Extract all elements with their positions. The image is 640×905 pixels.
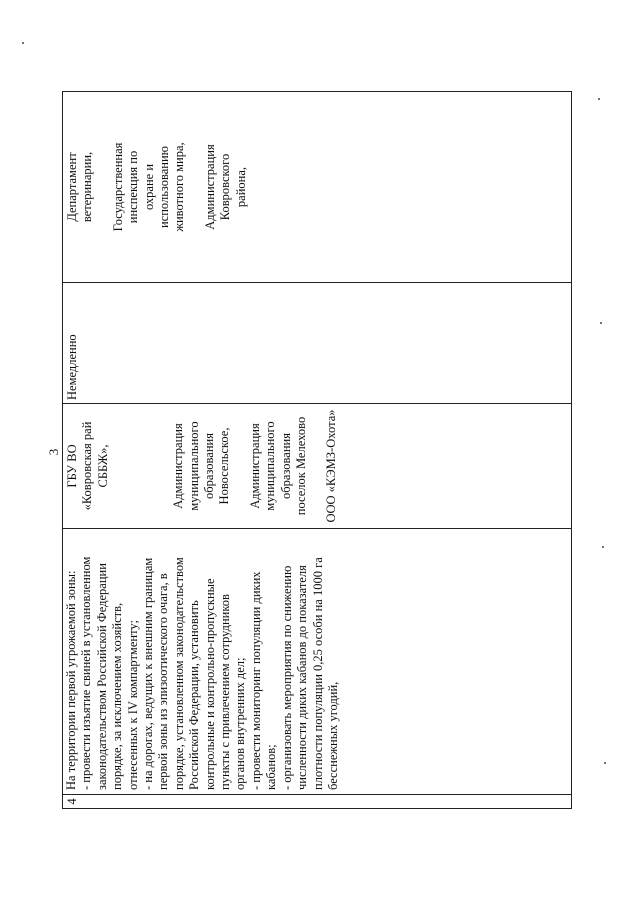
measure-line: порядке, за исключением хозяйств, [110,602,125,790]
responsible-cell [63,404,572,529]
responsible-line: образования [202,433,217,499]
scan-speck [602,546,604,548]
executor-line: ветеринарии, [80,151,95,223]
responsible-line: поселок Мелехово [294,416,309,516]
executor-line: Государственная [110,142,125,232]
measure-line: кабанов; [264,744,279,790]
measure-line: порядке, установленном законодательством [171,557,186,790]
measure-line: - провести мониторинг популяции диких [248,571,263,790]
scan-speck [598,98,600,100]
executor-line: охране и [141,163,156,211]
executor-line: использованию [157,145,172,229]
executors-list [63,92,249,282]
measures-table [62,91,572,809]
responsible-line: ООО «КЭМЗ-Охота» [324,409,339,523]
measure-line: органов внутренних дел; [233,657,248,790]
measure-line: законодательством Российской Федерации [94,563,109,790]
responsible-line: Новосельское, [217,427,232,505]
scan-speck [22,42,24,44]
measure-line: плотности популяции 0,25 особи на 1000 га [310,557,325,790]
measure-line: отнесенных к IV компартменту; [125,620,140,790]
measures-text [63,529,341,794]
measure-line: бесснежных угодий, [325,681,340,790]
executor-line: района, [233,166,248,208]
executor-line: животного мира, [172,142,187,232]
executor-line: Департамент [65,152,79,222]
measure-line: На территории первой угрожаемой зоны: [64,570,78,790]
measure-line: - провести изъятие свиней в установленном [79,556,94,790]
responsible-line: Администрация [247,423,262,509]
executor-line: Администрация [202,144,217,230]
page-number: 3 [46,448,61,456]
responsible-list [63,404,340,528]
scan-speck [604,762,606,764]
measure-line: контрольные и контрольно-пропускные [202,578,217,790]
responsible-line: Администрация [171,423,186,509]
measure-line: - на дорогах, ведущих к внешним границам [141,557,156,790]
responsible-line: ГБУ ВО [65,444,79,488]
term-cell [63,283,572,404]
row-number-cell [63,795,572,809]
term-text: Немедленно [65,334,79,400]
executor-line: Ковровского [218,153,233,221]
measure-line: - организовать мероприятия по снижению [279,565,294,790]
responsible-line: муниципального [263,421,278,511]
table-row [63,92,572,809]
measure-line: Российской Федерации, установить [187,600,202,790]
responsible-line: образования [278,433,293,499]
measure-line: пункты с привлечением сотрудников [218,594,233,790]
responsible-line: «Ковровская рай СББЖ», [80,421,110,511]
measures-cell [63,529,572,795]
measure-line: численности диких кабанов до показателя [295,565,310,790]
measure-line: первой зоны из эпизоотического очага, в [156,573,171,790]
responsible-line: муниципального [186,421,201,511]
scan-speck [600,322,602,324]
executor-line: инспекция по [126,150,141,224]
executors-cell [63,92,572,283]
row-number: 4 [65,798,79,805]
